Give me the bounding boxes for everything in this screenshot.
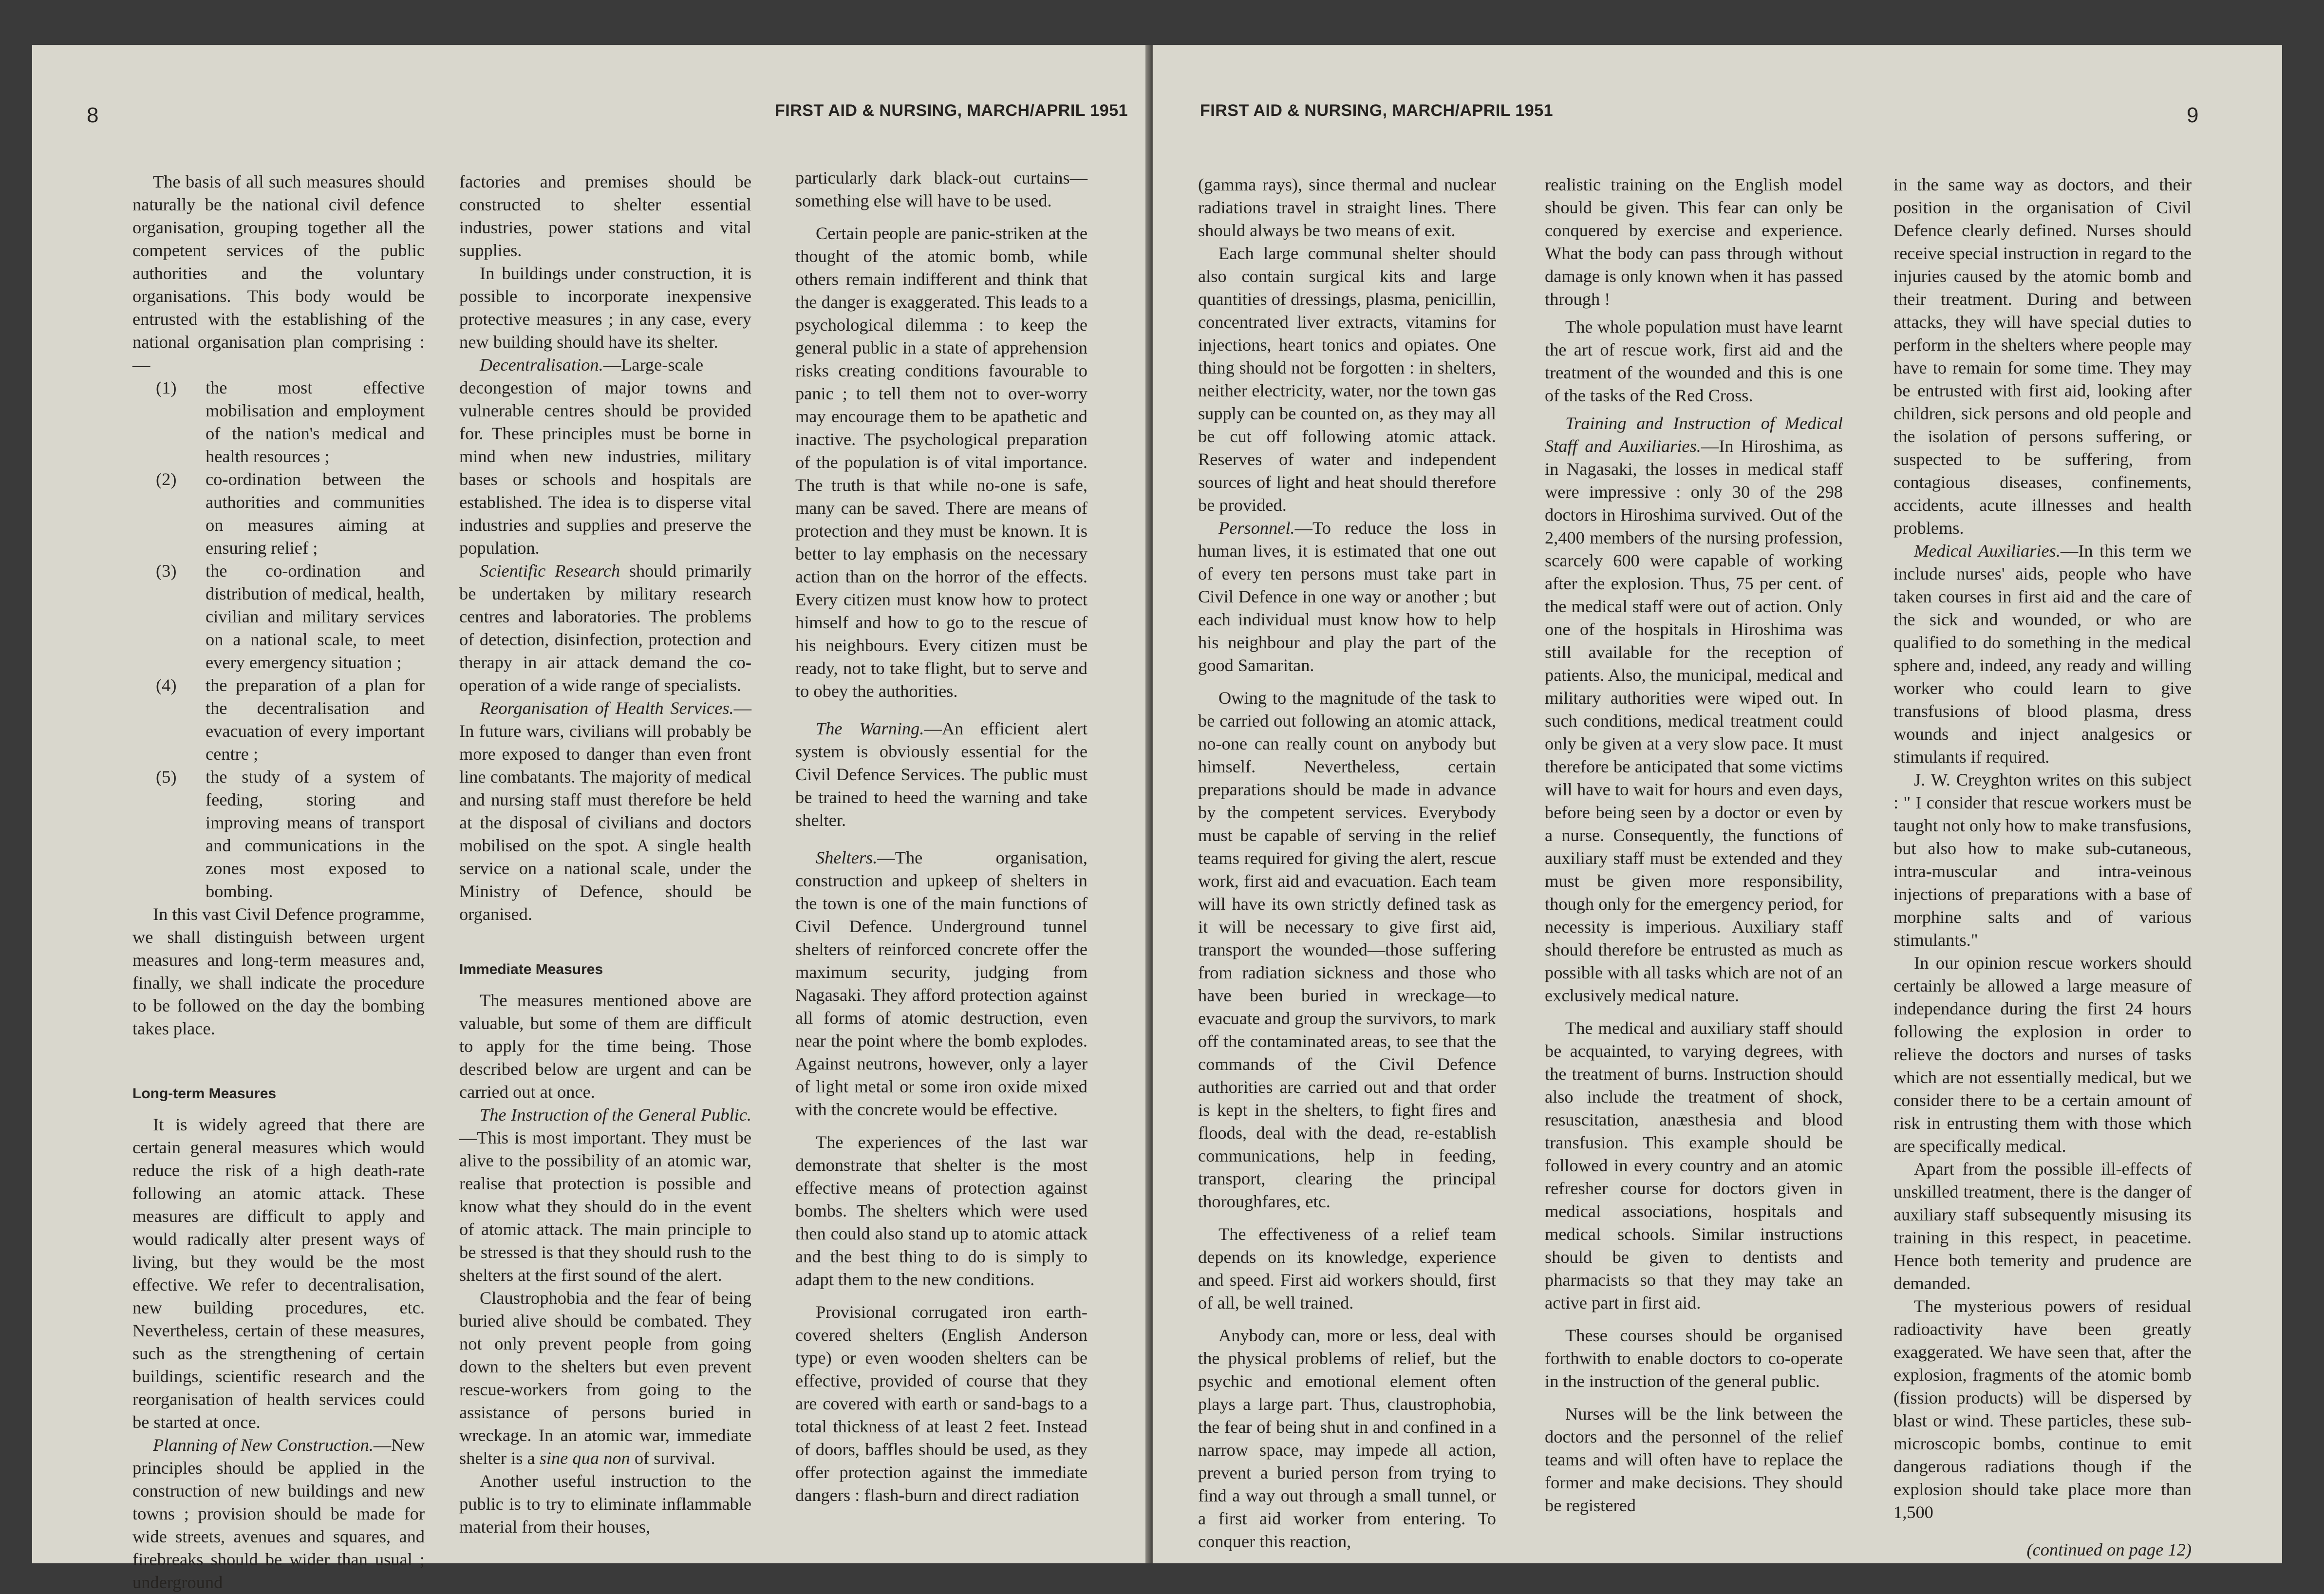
paragraph: Claustrophobia and the fear of being buried alive should be combated. They not only prevent people from going down to the shelters but even prevent rescue-workers from going to the assistance of persons buried in wreckage. In an atomic war, immediate shelter is a sine qua non of survival. (459, 1288, 751, 1468)
running-head: FIRST AID & NURSING, MARCH/APRIL 1951 (775, 101, 1128, 120)
paragraph: Nurses will be the link between the doctors and the personnel of the relief teams and will often have to replace the former and make decisions. They should be registered (1545, 1404, 1843, 1515)
paragraph: Reorganisation of Health Services.—In future wars, civilians will probably be more exposed to danger than even front line combatants. The majority of medical and nursing staff must therefore be held at the disposal of civilians and doctors mobilised on the spot. A single health service on a national scale, under the Ministry of Defence, should be organised. (459, 698, 751, 924)
paragraph: particularly dark black-out curtains—something else will have to be used. (795, 168, 1087, 210)
paragraph: Shelters.—The organisation, construction and upkeep of shelters in the town is one of the main functions of Civil Defence. Underground tunnel shelters of reinforced concrete offer the maximum security, judging from Nagasaki. They afford protection against all forms of atomic destruction, even near the point where the bomb explodes. Against neutrons, however, only a layer of light metal or some iron oxide mixed with the concrete would be effective. (795, 848, 1087, 1119)
right-column-3 (1893, 173, 2192, 1561)
paragraph: Another useful instruction to the public is to try to eliminate inflammable material from their houses, (459, 1471, 751, 1537)
paragraph: J. W. Creyghton writes on this subject : " I consider that rescue workers must be taught not only how to make transfusions, but also how to make sub-cutaneous, intra-muscular and intra-veinous injections of preparations with a base of morphine salts and of various stimulants." (1893, 770, 2192, 950)
section-heading: Immediate Measures (459, 961, 603, 977)
page-number: 8 (87, 103, 99, 127)
paragraph: Decentralisation.—Large-scale decongestion of major towns and vulnerable centres should be provided for. These principles must be borne in mind when new industries, military bases or schools and hospitals are established. The idea is to disperse vital industries and supplies and preserve the population. (459, 355, 751, 558)
paragraph: The basis of all such measures should naturally be the national civil defence organisation, grouping together all the competent services of the public authorities and the voluntary organisations. This body would be entrusted with the establishing of the national organisation plan comprising :— (132, 172, 425, 375)
continued-note: (continued on page 12) (2026, 1540, 2192, 1559)
paragraph: In buildings under construction, it is possible to incorporate inexpensive protective measures ; in any case, every new building should have its shelter. (459, 263, 751, 352)
running-head: FIRST AID & NURSING, MARCH/APRIL 1951 (1200, 101, 1554, 120)
paragraph: The experiences of the last war demonstrate that shelter is the most effective means of protection against bombs. The shelters which were used then could also stand up to atomic attack and the best thing to do is simply to adapt them to the new conditions. (795, 1132, 1087, 1289)
paragraph: in the same way as doctors, and their position in the organisation of Civil Defence clearly defined. Nurses should receive special instruction in regard to the injuries caused by the atomic bomb and their treatment. During and between attacks, they will have special duties to perform in the shelters where people may have to remain for some time. They may be entrusted with first aid, looking after children, sick persons and old people and the isolation of persons suffering, or suspected to be suffering, from contagious diseases, confinements, accidents, acute illnesses and health problems. (1893, 175, 2192, 538)
page-number: 9 (2187, 103, 2199, 127)
paragraph: realistic training on the English model should be given. This fear can only be conquered by exercise and experience. What the body can pass through without damage is only known when it has passed through ! (1545, 175, 1843, 309)
paragraph: The medical and auxiliary staff should be acquainted, to varying degrees, with the treatment of burns. Instruction should also include the treatment of shock, resuscitation, anæsthesia and blood transfusion. This example should be followed in every country and an atomic refresher course for doctors given in medical associations, hospitals and medical schools. Similar instructions should be given to dentists and pharmacists so that they may take an active part in first aid. (1545, 1018, 1843, 1313)
left-column-3 (795, 167, 1087, 1507)
left-column-1 (132, 170, 425, 1594)
list-item: (1) the most effective mobilisation and employment of the nation's medical and health resources ; (156, 378, 425, 466)
paragraph: Anybody can, more or less, deal with the physical problems of relief, but the psychic and emotional element often plays a large part. Thus, claustrophobia, the fear of being shut in and confined in a narrow space, may impede all action, prevent a buried person from trying to find a way out through a small tunnel, or a first aid worker from entering. To conquer this reaction, (1198, 1326, 1496, 1551)
numbered-list (132, 376, 425, 903)
left-column-2 (459, 170, 751, 1538)
paragraph: The mysterious powers of residual radioactivity have been greatly exaggerated. We have seen that, after the explosion, fragments of the atomic bomb (fission products) will be dispersed by blast or wind. These particles, these sub-microscopic bombs, continue to emit dangerous radiations though if the explosion should take place more than 1,500 (1893, 1296, 2192, 1522)
paragraph: The Warning.—An efficient alert system is obviously essential for the Civil Defence Services. The public must be trained to heed the warning and take shelter. (795, 719, 1087, 830)
right-page (1153, 45, 2282, 1563)
paragraph: (gamma rays), since thermal and nuclear radiations travel in straight lines. There should always be two means of exit. (1198, 175, 1496, 240)
paragraph: The measures mentioned above are valuable, but some of them are difficult to apply for the time being. Those described below are urgent and can be carried out at once. (459, 991, 751, 1102)
paragraph: factories and premises should be constructed to shelter essential industries, power stations and vital supplies. (459, 172, 751, 260)
list-item: (2) co-ordination between the authorities and communities on measures aiming at ensuring relief ; (156, 469, 425, 558)
paragraph: The whole population must have learnt the art of rescue work, first aid and the treatment of the wounded and this is one of the tasks of the Red Cross. (1545, 317, 1843, 405)
paragraph: These courses should be organised forthwith to enable doctors to co-operate in the instruction of the general public. (1545, 1326, 1843, 1391)
paragraph: The Instruction of the General Public.—This is most important. They must be alive to the possibility of an atomic war, realise that protection is possible and know what they should do in the event of atomic attack. The main principle to be stressed is that they should rush to the shelters at the first sound of the alert. (459, 1105, 751, 1285)
paragraph: Owing to the magnitude of the task to be carried out following an atomic attack, no-one can really count on anybody but himself. Nevertheless, certain preparations should be made in advance by the competent services. Everybody must be capable of serving in the relief teams required for giving the alert, rescue work, first aid and evacuation. Each team will have its own strictly defined task as it will be necessary to give first aid, transport the wounded—those suffering from radiation sickness and those who have been buried in wreckage—to evacuate and group the survivors, to mark off the contaminated areas, to see that the commands of the Civil Defence authorities are carried out and that order is kept in the shelters, to fight fires and floods, deal with the dead, re-establish communications, help in feeding, transport, clearing the principal thoroughfares, etc. (1198, 688, 1496, 1211)
paragraph: In our opinion rescue workers should certainly be allowed a large measure of independance during the first 24 hours following the explosion in order to relieve the doctors and nurses of tasks which are not essentially medical, but we consider there to be a certain amount of risk in entrusting them with those which are specifically medical. (1893, 953, 2192, 1156)
paragraph: Training and Instruction of Medical Staff and Auxiliaries.—In Hiroshima, as in Nagasaki, the losses in medical staff were impressive : only 30 of the 298 doctors in Hiroshima survived. Out of the 2,400 members of the nursing profession, scarcely 600 were capable of working after the explosion. Thus, 75 per cent. of the medical staff were out of action. Only one of the hospitals in Hiroshima was still available for the reception of patients. Also, the municipal, medical and military authorities were wiped out. In such conditions, medical treatment could only be given at a very slow pace. It must therefore be anticipated that some victims will have to wait for hours and even days, before being seen by a doctor or even by a nurse. Consequently, the functions of auxiliary staff must be extended and they must be given more responsibility, though only for the emergency period, for necessity is imperious. Auxiliary staff should therefore be entrusted as much as possible with all tasks which are not of an exclusively medical nature. (1545, 413, 1843, 1005)
paragraph: Apart from the possible ill-effects of unskilled treatment, there is the danger of auxiliary staff subsequently misusing its training in this respect, in peacetime. Hence both temerity and prudence are demanded. (1893, 1159, 2192, 1293)
paragraph: Planning of New Construction.—New principles should be applied in the construction of new buildings and new towns ; provision should be made for wide streets, avenues and squares, and firebreaks should be wider than usual ; underground (132, 1435, 425, 1592)
paragraph: Each large communal shelter should also contain surgical kits and large quantities of dressings, plasma, penicillin, concentrated liver extracts, vitamins for injections, heart tonics and opiates. One thing should not be forgotten : in shelters, neither electricity, water, nor the town gas supply can be counted on, as they may all be cut off following atomic attack. Reserves of water and independent sources of light and heat should therefore be provided. (1198, 244, 1496, 515)
paragraph: Scientific Research should primarily be undertaken by military research centres and laboratories. The problems of detection, disinfection, protection and therapy in air attack demand the co-operation of a wide range of specialists. (459, 561, 751, 695)
left-page (32, 45, 1148, 1592)
list-item: (5) the study of a system of feeding, storing and improving means of transport and communications in the zones most exposed to bombing. (156, 767, 425, 901)
paragraph: Medical Auxiliaries.—In this term we include nurses' aids, people who have taken courses in first aid and the care of the sick and wounded, or who are qualified to do something in the medical sphere and, indeed, any ready and willing worker who could learn to give transfusions of blood plasma, dress wounds and inject analgesics or stimulants if required. (1893, 541, 2192, 767)
list-item: (4) the preparation of a plan for the decentralisation and evacuation of every important centre ; (156, 675, 425, 764)
right-column-2 (1545, 173, 1843, 1517)
paragraph: It is widely agreed that there are certain general measures which would reduce the risk of a high death-rate following an atomic attack. These measures are difficult to apply and would radically alter present ways of living, but they would be the most effective. We refer to decentralisation, new building procedures, etc. Nevertheless, certain of these measures, such as the strengthening of certain buildings, scientific research and the reorganisation of health services could be started at once. (132, 1115, 425, 1432)
list-item: (3) the co-ordination and distribution of medical, health, civilian and military services on a national scale, to meet every emergency situation ; (156, 561, 425, 672)
right-column-1 (1198, 173, 1496, 1553)
paragraph: Certain people are panic-striken at the thought of the atomic bomb, while others remain indifferent and think that the danger is exaggerated. This leads to a psychological dilemma : to keep the general public in a state of apprehension risks creating conditions favourable to panic ; to tell them not to over-worry may encourage them to be apathetic and inactive. The psychological preparation of the population is of vital importance. The truth is that while no-one is safe, many can be saved. There are means of protection and they must be known. It is better to lay emphasis on the necessary action than on the horror of the effects. Every citizen must know how to protect himself and how to go to the rescue of his neighbours. Every citizen must be ready, not to take flight, but to serve and to obey the authorities. (795, 224, 1087, 701)
paragraph: Provisional corrugated iron earth-covered shelters (English Anderson type) or even wooden shelters can be effective, provided of course that they are covered with earth or sand-bags to a total thickness of at least 2 feet. Instead of doors, baffles should be used, as they offer protection against the immediate dangers : flash-burn and direct radiation (795, 1302, 1087, 1505)
section-heading: Long-term Measures (132, 1086, 277, 1102)
paragraph: The effectiveness of a relief team depends on its knowledge, experience and speed. First aid workers should, first of all, be well trained. (1198, 1224, 1496, 1313)
paragraph: Personnel.—To reduce the loss in human lives, it is estimated that one out of every ten persons must take part in Civil Defence in one way or another ; but each individual must know how to help his neighbour and play the part of the good Samaritan. (1198, 518, 1496, 675)
paragraph: In this vast Civil Defence programme, we shall distinguish between urgent measures and long-term measures and, finally, we shall indicate the procedure to be followed on the day the bombing takes place. (132, 904, 425, 1038)
